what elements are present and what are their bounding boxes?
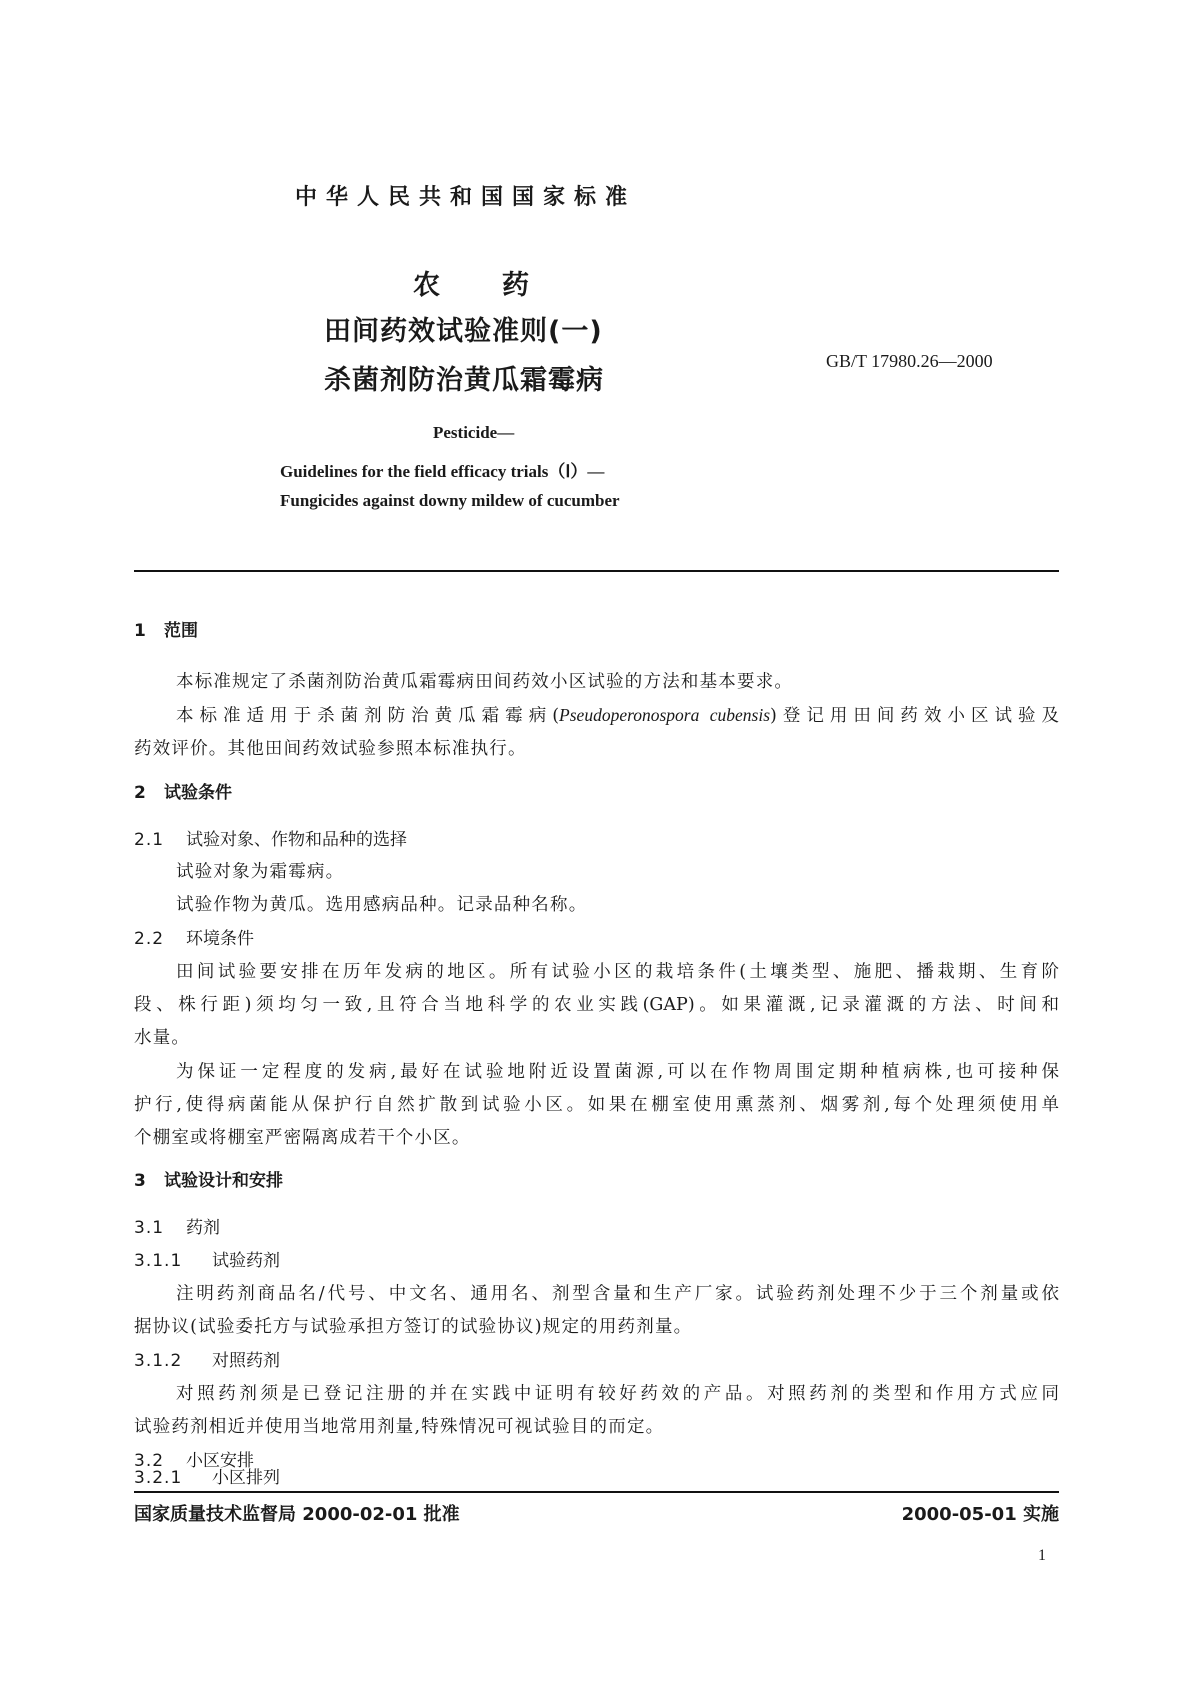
section-3-2-1-heading: 3.2.1 小区排列 [134,1468,280,1488]
national-standard-heading: 中华人民共和国国家标准 [295,185,637,210]
section-3-1-2-heading: 3.1.2 对照药剂 [134,1351,280,1371]
approval-info: 国家质量技术监督局 2000-02-01 批准 [134,1504,460,1525]
section-1-para-2-line-2: 药效评价。其他田间药效试验参照本标准执行。 [134,739,527,759]
section-2-2-para-1-line-1: 田间试验要安排在历年发病的地区。所有试验小区的栽培条件(土壤类型、施肥、播栽期、生育阶 [176,962,1059,982]
section-2-2-para-2-line-2: 护行,使得病菌能从保护行自然扩散到试验小区。如果在棚室使用熏蒸剂、烟雾剂,每个处理须使用单 [134,1095,1059,1115]
section-3-1-heading: 3.1 药剂 [134,1218,220,1238]
english-title-line-2: Guidelines for the field efficacy trials（Ⅰ）— [280,462,605,481]
header-divider [134,570,1059,572]
section-3-1-2-para-line-1: 对照药剂须是已登记注册的并在实践中证明有较好药效的产品。对照药剂的类型和作用方式应同 [176,1384,1059,1404]
section-2-1-para-1: 试验对象为霜霉病。 [176,862,345,882]
title-char-b: 药 [502,270,529,301]
section-2-2-para-2-line-3: 个棚室或将棚室严密隔离成若干个小区。 [134,1128,471,1148]
section-2-1-heading: 2.1 试验对象、作物和品种的选择 [134,830,407,850]
section-3-heading: 3 试验设计和安排 [134,1171,283,1191]
section-2-heading: 2 试验条件 [134,783,232,803]
page-number: 1 [1038,1547,1046,1564]
implementation-date: 2000-05-01 实施 [901,1504,1059,1525]
section-1-para-2-line-1: 本标准适用于杀菌剂防治黄瓜霜霉病(Pseudoperonospora cubensis)登记用田间药效小区试验及 [176,705,1060,726]
section-3-2-heading: 3.2 小区安排 [134,1451,254,1471]
section-1-para-1: 本标准规定了杀菌剂防治黄瓜霜霉病田间药效小区试验的方法和基本要求。 [176,672,794,692]
section-3-1-2-para-line-2: 试验药剂相近并使用当地常用剂量,特殊情况可视试验目的而定。 [134,1417,665,1437]
title-line-2: 田间药效试验准则(一) [324,316,603,347]
section-2-2-para-2-line-1: 为保证一定程度的发病,最好在试验地附近设置菌源,可以在作物周围定期种植病株,也可接种保 [176,1062,1059,1082]
section-2-2-para-1-line-2: 段、株行距)须均匀一致,且符合当地科学的农业实践(GAP)。如果灌溉,记录灌溉的方法、时间和 [134,995,1059,1015]
section-2-2-heading: 2.2 环境条件 [134,929,254,949]
title-line-1 [413,263,529,302]
section-2-1-para-2: 试验作物为黄瓜。选用感病品种。记录品种名称。 [176,895,588,915]
standard-code: GB/T 17980.26—2000 [826,351,993,371]
english-title-line-1: Pesticide— [433,423,515,442]
english-title-line-3: Fungicides against downy mildew of cucumber [280,491,620,510]
section-3-1-1-para-line-2: 据协议(试验委托方与试验承担方签订的试验协议)规定的用药剂量。 [134,1317,693,1337]
section-1-heading: 1 范围 [134,621,198,641]
title-line-3: 杀菌剂防治黄瓜霜霉病 [324,365,604,396]
section-3-1-1-heading: 3.1.1 试验药剂 [134,1251,280,1271]
section-2-2-para-1-line-3: 水量。 [134,1028,191,1048]
footer-divider [134,1491,1059,1493]
section-3-1-1-para-line-1: 注明药剂商品名/代号、中文名、通用名、剂型含量和生产厂家。试验药剂处理不少于三个剂量或依 [176,1284,1059,1304]
title-char-a: 农 [413,270,440,301]
